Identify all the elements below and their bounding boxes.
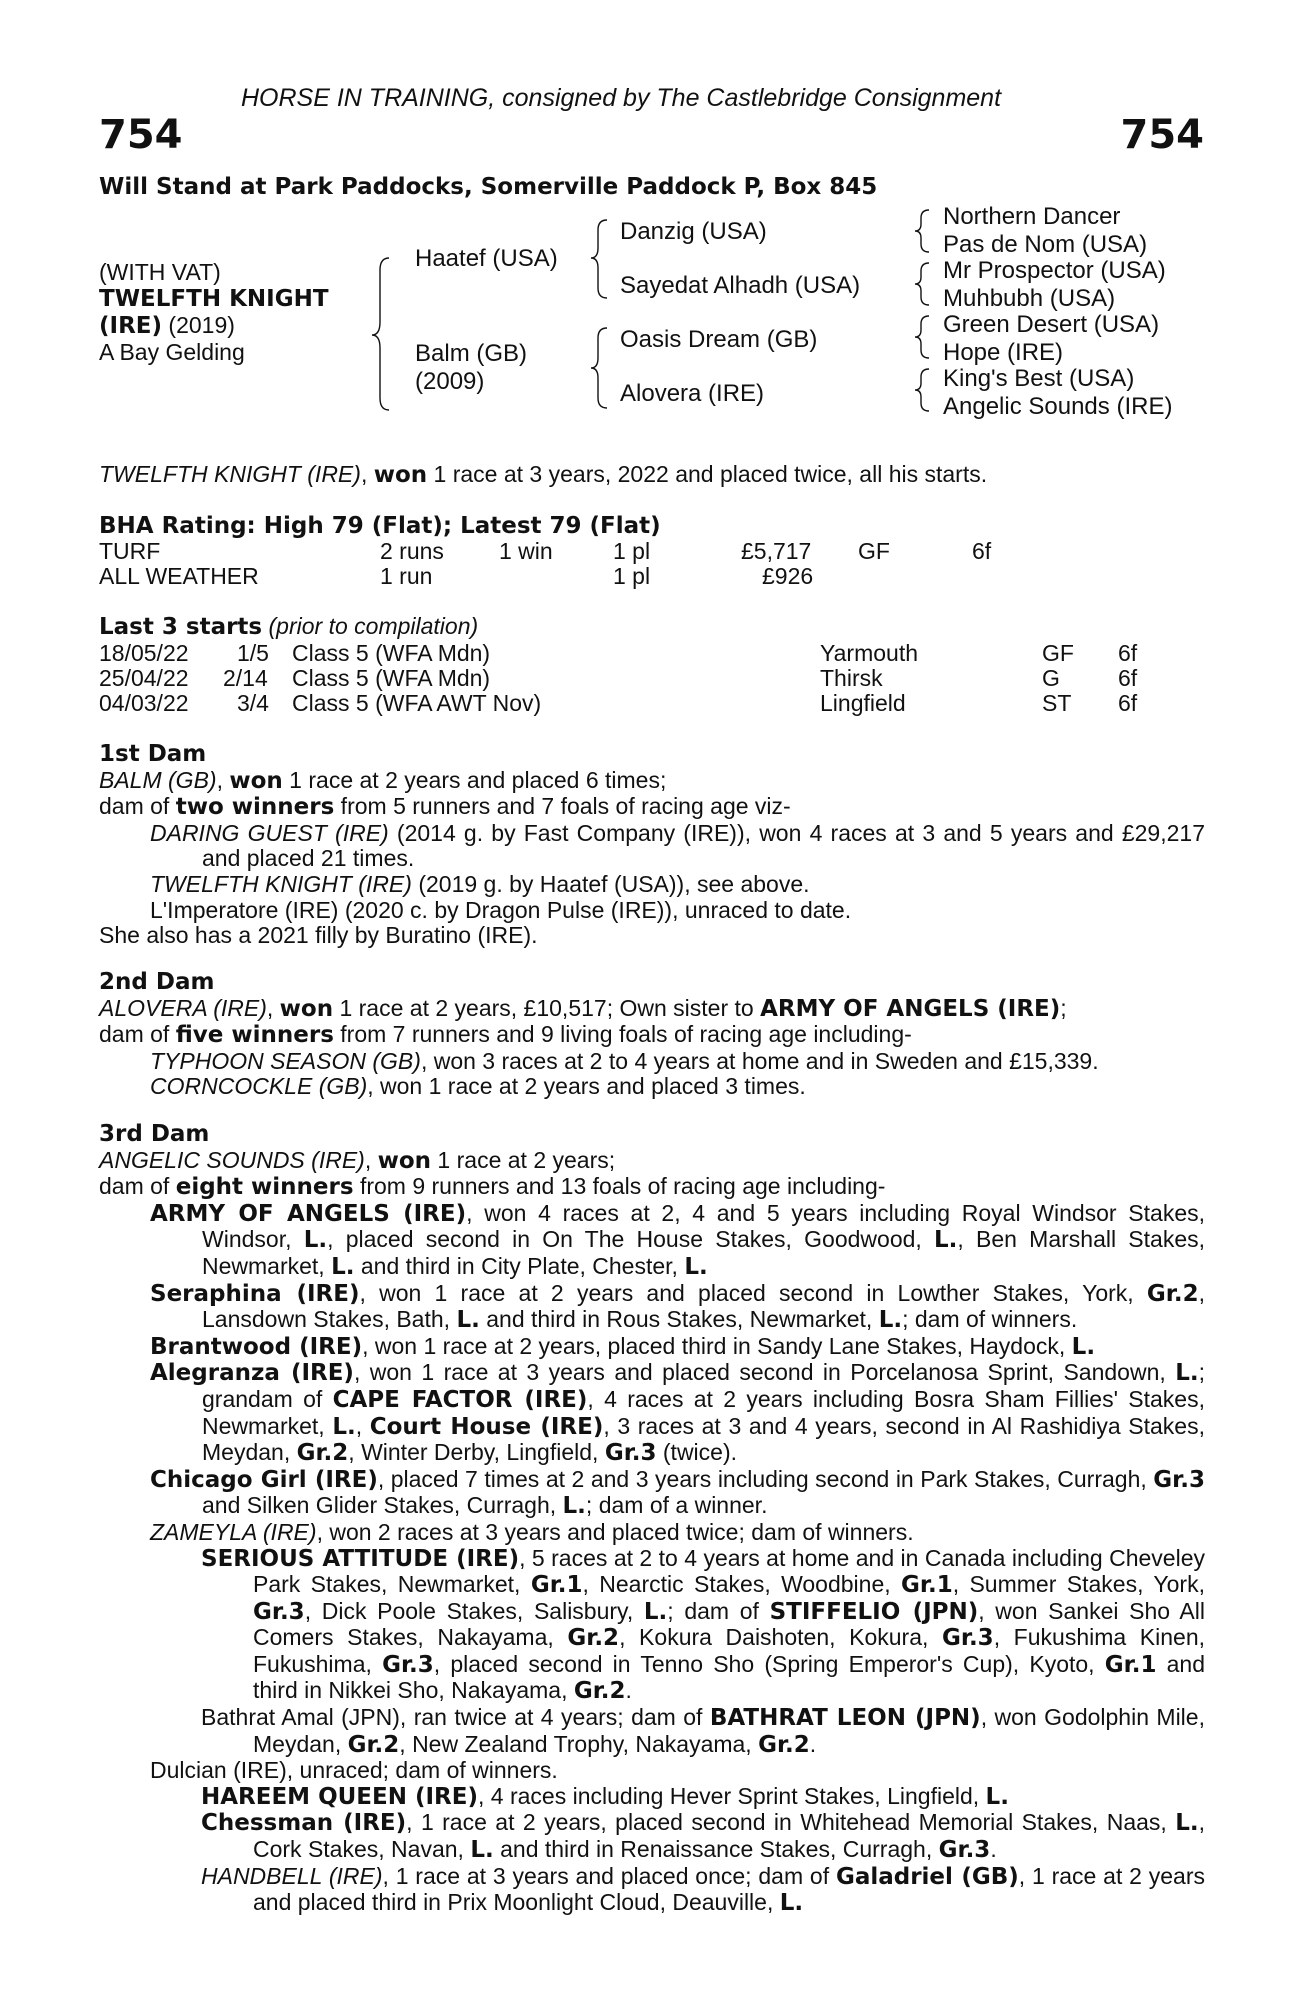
- listed-mark: L.: [331, 1253, 355, 1280]
- ds-sire: Green Desert (USA): [943, 311, 1160, 338]
- offspring-record: , won 1 race at 2 years and placed 3 times.: [367, 1073, 806, 1100]
- grandoffspring-name: CAPE FACTOR (IRE): [332, 1386, 588, 1413]
- stands-line: Will Stand at Park Paddocks, Somerville Paddock P, Box 845: [99, 174, 878, 200]
- group-mark: Gr.3: [942, 1625, 994, 1652]
- lot-number-left: 754: [99, 112, 183, 158]
- start-date: 18/05/22: [99, 640, 189, 666]
- offspring-name: TWELFTH KNIGHT (IRE): [150, 870, 412, 897]
- listed-mark: L.: [643, 1598, 668, 1625]
- dam-record: 1 race at 2 years;: [431, 1146, 616, 1173]
- offspring-alegranza: [150, 1360, 1205, 1466]
- grandoffspring-name: BATHRAT LEON (JPN): [709, 1705, 981, 1732]
- foals-line: from 5 runners and 7 foals of racing age viz-: [334, 793, 791, 820]
- record-text: Bathrat Amal (JPN), ran twice at 4 years; dam of: [201, 1704, 710, 1731]
- record-text: , 1 race at 3 years and placed once; dam of: [382, 1862, 836, 1889]
- start-distance: 6f: [1118, 690, 1138, 716]
- group-mark: Gr.2: [1146, 1280, 1199, 1307]
- grandoffspring-bathrat-amal: [201, 1705, 1205, 1758]
- grandoffspring-name: STIFFELIO (JPN): [769, 1598, 979, 1625]
- group-mark: Gr.3: [382, 1651, 434, 1678]
- dam-note: She also has a 2021 filly by Buratino (IRE).: [99, 922, 538, 949]
- places: 1 pl: [613, 563, 651, 589]
- record-text: ; dam of: [667, 1597, 770, 1624]
- record-text: , Winter Derby, Lingfield,: [348, 1439, 605, 1466]
- record-text: , 1 race at 2 years and placed third in Prix Moonlight Cloud, Deauville,: [253, 1862, 1205, 1916]
- dam-of: dam of: [99, 1173, 176, 1200]
- summary-rest: 1 race at 3 years, 2022 and placed twice, all his starts.: [427, 461, 988, 487]
- grandoffspring-name: Chessman (IRE): [201, 1810, 407, 1837]
- ss-dam: Pas de Nom (USA): [943, 231, 1148, 258]
- surface: TURF: [99, 538, 161, 564]
- start-position: 2/14: [223, 665, 268, 691]
- dd-dam: Angelic Sounds (IRE): [943, 393, 1173, 420]
- won-word: won: [229, 767, 283, 794]
- grandoffspring-name: Court House (IRE): [369, 1413, 604, 1440]
- start-position: 1/5: [237, 640, 269, 666]
- last-starts-note: (prior to compilation): [262, 613, 479, 639]
- winners-count: five winners: [175, 1022, 334, 1049]
- record-text: , Dick Poole Stakes, Salisbury,: [304, 1597, 644, 1624]
- horse-name: TWELFTH KNIGHT: [99, 286, 329, 312]
- record-text: , Kokura Daishoten, Kokura,: [619, 1624, 942, 1651]
- offspring-entry: [150, 872, 1205, 898]
- record-text: , placed 7 times at 2 and 3 years including second in Park Stakes, Curragh,: [377, 1465, 1154, 1492]
- surface: ALL WEATHER: [99, 563, 259, 589]
- won-word: won: [279, 995, 334, 1022]
- record-text: (twice).: [656, 1439, 737, 1466]
- winners-count: two winners: [175, 794, 335, 821]
- record-text: .: [990, 1836, 997, 1863]
- runs: 2 runs: [380, 538, 444, 564]
- record-text: ; dam of winners.: [902, 1306, 1078, 1333]
- start-position: 3/4: [237, 690, 269, 716]
- distance: 6f: [972, 538, 992, 564]
- sd-sire: Mr Prospector (USA): [943, 257, 1166, 284]
- section-title: 2nd Dam: [99, 969, 215, 995]
- places: 1 pl: [613, 538, 651, 564]
- group-mark: Gr.2: [758, 1731, 810, 1758]
- dam-year: (2009): [415, 368, 485, 395]
- start-course: Yarmouth: [820, 640, 919, 666]
- record-text: and third in City Plate, Chester,: [354, 1252, 685, 1279]
- last-starts-title: Last 3 starts: [99, 614, 263, 640]
- start-race: Class 5 (WFA AWT Nov): [292, 690, 542, 716]
- record-text: , won 1 race at 2 years, placed third in Sandy Lane Stakes, Haydock,: [362, 1332, 1072, 1359]
- record-text: , New Zealand Trophy, Nakayama,: [399, 1730, 759, 1757]
- horse-description: A Bay Gelding: [99, 339, 245, 365]
- start-course: Thirsk: [820, 665, 883, 691]
- listed-mark: L.: [779, 1890, 804, 1917]
- prize: £926: [762, 563, 814, 589]
- dd-sire: King's Best (USA): [943, 365, 1135, 392]
- offspring-record: (2014 g. by Fast Company (IRE)), won 4 races at 3 and 5 years and £29,217 and placed 21 times.: [202, 819, 1205, 872]
- record-text: ; grandam of: [202, 1359, 1205, 1412]
- sire: Haatef (USA): [415, 245, 558, 272]
- group-mark: Gr.3: [604, 1440, 657, 1467]
- ss-sire: Northern Dancer: [943, 203, 1121, 230]
- group-mark: Gr.2: [567, 1625, 620, 1652]
- start-date: 04/03/22: [99, 690, 189, 716]
- consignment-line: HORSE IN TRAINING, consigned by The Castlebridge Consignment: [241, 84, 1002, 112]
- listed-mark: L.: [470, 1837, 494, 1864]
- grandoffspring-name: SERIOUS ATTITUDE (IRE): [201, 1545, 520, 1572]
- record-text: , placed second in On The House Stakes, Goodwood,: [327, 1226, 935, 1253]
- record-text: and third in Rous Stakes, Newmarket,: [479, 1306, 879, 1333]
- record-text: , won Sankei Sho All Comers Stakes, Nakayama,: [253, 1597, 1205, 1651]
- record-text: .: [809, 1730, 817, 1757]
- start-distance: 6f: [1118, 640, 1138, 666]
- listed-mark: L.: [934, 1227, 958, 1254]
- grandoffspring-name: HAREEM QUEEN (IRE): [201, 1783, 478, 1810]
- record-text: , Lansdown Stakes, Bath,: [202, 1279, 1205, 1333]
- listed-mark: L.: [1175, 1360, 1199, 1387]
- record-text: , won 1 race at 3 years and placed second in Porcelanosa Sprint, Sandown,: [353, 1359, 1176, 1386]
- race-summary: TWELFTH KNIGHT (IRE), won 1 race at 3 years, 2022 and placed twice, all his starts.: [99, 461, 988, 488]
- record-text: and third in Nikkei Sho, Nakayama,: [253, 1650, 1206, 1704]
- offspring-army-of-angels: [150, 1201, 1205, 1281]
- offspring-name: Brantwood (IRE): [150, 1333, 363, 1360]
- ds-dam: Hope (IRE): [943, 339, 1064, 366]
- group-mark: Gr.3: [1153, 1466, 1205, 1493]
- record-text: ; dam of a winner.: [585, 1492, 768, 1519]
- record-text: , won 2 races at 3 years and placed twice; dam of winners.: [316, 1518, 914, 1545]
- sire-sire: Danzig (USA): [620, 218, 767, 245]
- listed-mark: L.: [1175, 1810, 1199, 1837]
- offspring-record: , won 3 races at 2 to 4 years at home and in Sweden and £15,339.: [420, 1047, 1099, 1074]
- record-text: , won 4 races at 2, 4 and 5 years including Royal Windsor Stakes, Windsor,: [202, 1199, 1205, 1253]
- start-race: Class 5 (WFA Mdn): [292, 665, 491, 691]
- start-going: GF: [1042, 640, 1074, 666]
- offspring-seraphina: [150, 1281, 1205, 1334]
- great-grandoffspring-name: Galadriel (GB): [835, 1863, 1019, 1890]
- record-text: , won Godolphin Mile, Meydan,: [253, 1704, 1205, 1757]
- start-going: ST: [1042, 690, 1072, 716]
- offspring-name: Seraphina (IRE): [150, 1280, 360, 1307]
- offspring-name: ZAMEYLA (IRE): [150, 1518, 317, 1545]
- offspring-entry: [150, 1074, 1205, 1100]
- horse-year: (2019): [162, 312, 235, 338]
- start-race: Class 5 (WFA Mdn): [292, 640, 491, 666]
- record-text: , Nearctic Stakes, Woodbine,: [582, 1571, 902, 1598]
- start-distance: 6f: [1118, 665, 1138, 691]
- offspring-zameyla: [150, 1520, 1205, 1546]
- listed-mark: L.: [985, 1783, 1009, 1810]
- record-text: , Summer Stakes, York,: [952, 1571, 1205, 1598]
- offspring-name: Chicago Girl (IRE): [150, 1466, 378, 1493]
- second-dam-section: 2nd Dam ALOVERA (IRE), won 1 race at 2 years, £10,517; Own sister to ARMY OF ANGELS (IRE); dam of five winners from 7 runners and 9 living foals of racing age including- TYPHOON SEASON (GB), won 3 races at 2 to 4 years at home and in Sweden and £15,339. CORNCOCKLE (GB), won 1 race at 2 years and placed 3 times.: [99, 970, 1205, 1100]
- sire-dam: Sayedat Alhadh (USA): [620, 272, 861, 299]
- horse-country: (IRE): [99, 313, 163, 339]
- offspring-entry: [150, 821, 1205, 872]
- group-mark: Gr.3: [253, 1598, 305, 1625]
- runs: 1 run: [380, 563, 433, 589]
- record-text: ,: [355, 1412, 370, 1439]
- dam-record: 1 race at 2 years, £10,517; Own sister to: [333, 994, 761, 1021]
- record-text: , placed second in Tenno Sho (Spring Emperor's Cup), Kyoto,: [433, 1650, 1105, 1677]
- dam: Balm (GB): [415, 340, 528, 367]
- offspring-chicago-girl: [150, 1467, 1205, 1520]
- foals-line: from 9 runners and 13 foals of racing age including-: [353, 1173, 886, 1200]
- record-text: and Silken Glider Stakes, Curragh,: [202, 1492, 563, 1519]
- offspring-name: CORNCOCKLE (GB): [150, 1073, 368, 1100]
- grandoffspring-chessman: [201, 1810, 1205, 1863]
- group-mark: Gr.2: [573, 1678, 626, 1705]
- third-dam-section: 3rd Dam ANGELIC SOUNDS (IRE), won 1 race at 2 years; dam of eight winners from 9 runners and 13 foals of racing age including- ARMY OF ANGELS (IRE), won 4 races at 2, 4 and 5 years including Royal Windsor Stakes, Windsor, L., placed second in On The House Stakes, Goodwood, L., Ben Marshall Stakes, Newmarket, L. and third in City Plate, Chester, L. Seraphina (IRE), won 1 race at 2 years and placed second in Lowther Stakes, York, Gr.2, Lansdown Stakes, Bath, L. and third in Rous Stakes, Newmarket, L.; dam of winners. Brantwood (IRE), won 1 race at 2 years, placed third in Sandy Lane Stakes, Haydock, L. Alegranza (IRE), won 1 race at 3 years and placed second in Porcelanosa Sprint, Sandown, L.; grandam of CAPE FACTOR (IRE), 4 races at 2 years including Bosra Sham Fillies' Stakes, Newmarket, L., Court House (IRE), 3 races at 3 and 4 years, second in Al Rashidiya Stakes, Meydan, Gr.2, Winter Derby, Lingfield, Gr.3 (twice). Chicago Girl (IRE), placed 7 times at 2 and 3 years including second in Park Stakes, Curragh, Gr.3 and Silken Glider Stakes, Curragh, L.; dam of a winner. ZAMEYLA (IRE), won 2 races at 3 years and placed twice; dam of winners. SERIOUS ATTITUDE (IRE), 5 races at 2 to 4 years at home and in Canada including Cheveley Park Stakes, Newmarket, Gr.1, Nearctic Stakes, Woodbine, Gr.1, Summer Stakes, York, Gr.3, Dick Poole Stakes, Salisbury, L.; dam of STIFFELIO (JPN), won Sankei Sho All Comers Stakes, Nakayama, Gr.2, Kokura Daishoten, Kokura, Gr.3, Fukushima Kinen, Fukushima, Gr.3, placed second in Tenno Sho (Spring Emperor's Cup), Kyoto, Gr.1 and third in Nikkei Sho, Nakayama, Gr.2. Bathrat Amal (JPN), ran twice at 4 years; dam of BATHRAT LEON (JPN), won Godolphin Mile, Meydan, Gr.2, New Zealand Trophy, Nakayama, Gr.2. Dulcian (IRE), unraced; dam of winners. HAREEM QUEEN (IRE), 4 races including Hever Sprint Stakes, Lingfield, L. Chessman (IRE), 1 race at 2 years, placed second in Whitehead Memorial Stakes, Naas, L., Cork Stakes, Navan, L. and third in Renaissance Stakes, Curragh, Gr.3. HANDBELL (IRE), 1 race at 3 years and placed once; dam of Galadriel (GB), 1 race at 2 years and placed third in Prix Moonlight Cloud, Deauville, L.: [99, 1121, 1206, 1917]
- record-text: , Cork Stakes, Navan,: [253, 1809, 1206, 1863]
- dam-of: dam of: [99, 1021, 176, 1048]
- record-text: and third in Renaissance Stakes, Curragh,: [493, 1836, 939, 1863]
- record-text: , Ben Marshall Stakes, Newmarket,: [202, 1226, 1205, 1279]
- punct: ;: [1060, 994, 1067, 1021]
- group-mark: Gr.1: [901, 1572, 953, 1599]
- grandoffspring-handbell: [201, 1864, 1205, 1917]
- record-text: , 1 race at 2 years, placed second in Whitehead Memorial Stakes, Naas,: [406, 1809, 1176, 1836]
- offspring-record: (2019 g. by Haatef (USA)), see above.: [411, 870, 810, 897]
- bha-rating: BHA Rating: High 79 (Flat); Latest 79 (Flat): [99, 513, 661, 539]
- prize: £5,717: [741, 538, 812, 564]
- start-going: G: [1042, 665, 1060, 691]
- dam-name: BALM (GB): [99, 766, 217, 793]
- grandoffspring-name: HANDBELL (IRE): [201, 1862, 383, 1889]
- listed-mark: L.: [878, 1307, 903, 1334]
- offspring-name: Alegranza (IRE): [150, 1360, 354, 1387]
- record-text: , 3 races at 3 and 4 years, second in Al Rashidiya Stakes, Meydan,: [202, 1412, 1205, 1466]
- going: GF: [858, 538, 890, 564]
- summary-horse: TWELFTH KNIGHT (IRE): [99, 461, 361, 487]
- record-text: .: [625, 1677, 632, 1704]
- record-text: , 5 races at 2 to 4 years at home and in Canada including Cheveley Park Stakes, Newmarket,: [253, 1544, 1205, 1598]
- grandoffspring-hareem-queen: [201, 1784, 1205, 1811]
- start-course: Lingfield: [820, 690, 906, 716]
- offspring-entry: [150, 1049, 1205, 1075]
- winners-count: eight winners: [175, 1174, 354, 1201]
- offspring-name: DARING GUEST (IRE): [150, 819, 389, 846]
- offspring-name: ARMY OF ANGELS (IRE): [150, 1200, 467, 1227]
- start-date: 25/04/22: [99, 665, 189, 691]
- group-mark: Gr.2: [296, 1440, 349, 1467]
- dam-record: 1 race at 2 years and placed 6 times;: [282, 766, 667, 793]
- foals-line: from 7 runners and 9 living foals of racing age including-: [333, 1021, 912, 1048]
- listed-mark: L.: [456, 1307, 480, 1334]
- lot-number-right: 754: [1120, 112, 1204, 158]
- sister-name: ARMY OF ANGELS (IRE): [760, 995, 1061, 1022]
- dam-name: ALOVERA (IRE): [99, 994, 267, 1021]
- sd-dam: Muhbubh (USA): [943, 285, 1116, 312]
- dam-name: ANGELIC SOUNDS (IRE): [99, 1146, 365, 1173]
- wins: 1 win: [499, 538, 553, 564]
- dam-dam: Alovera (IRE): [620, 380, 765, 407]
- listed-mark: L.: [303, 1227, 328, 1254]
- vat-label: (WITH VAT): [99, 259, 221, 285]
- section-title: 1st Dam: [99, 741, 207, 767]
- last-starts-heading: [99, 614, 478, 641]
- record-text: , 4 races at 2 years including Bosra Sham Fillies' Stakes, Newmarket,: [202, 1385, 1205, 1439]
- offspring-dulcian: Dulcian (IRE), unraced; dam of winners.: [150, 1757, 558, 1784]
- summary-won: won: [373, 462, 428, 488]
- listed-mark: L.: [684, 1253, 708, 1280]
- first-dam-section: 1st Dam BALM (GB), won 1 race at 2 years and placed 6 times; dam of two winners from 5 runners and 7 foals of racing age viz- DARING GUEST (IRE) (2014 g. by Fast Company (IRE)), won 4 races at 3 and 5 years and £29,217 and placed 21 times. TWELFTH KNIGHT (IRE) (2019 g. by Haatef (USA)), see above. L'Imperatore (IRE) (2020 c. by Dragon Pulse (IRE)), unraced to date. She also has a 2021 filly by Buratino (IRE).: [99, 741, 1205, 949]
- section-title: 3rd Dam: [99, 1121, 210, 1147]
- group-mark: Gr.1: [1104, 1651, 1157, 1678]
- record-text: , won 1 race at 2 years and placed second in Lowther Stakes, York,: [359, 1279, 1147, 1306]
- listed-mark: L.: [562, 1493, 586, 1520]
- offspring-name: TYPHOON SEASON (GB): [150, 1047, 421, 1074]
- group-mark: Gr.3: [938, 1837, 991, 1864]
- group-mark: Gr.2: [347, 1731, 400, 1758]
- listed-mark: L.: [1071, 1333, 1096, 1360]
- listed-mark: L.: [332, 1413, 356, 1440]
- grandoffspring-serious-attitude: [201, 1546, 1205, 1706]
- won-word: won: [377, 1147, 432, 1174]
- dam-of: dam of: [99, 793, 176, 820]
- offspring-entry: L'Imperatore (IRE) (2020 c. by Dragon Pulse (IRE)), unraced to date.: [150, 896, 852, 923]
- record-text: , 4 races including Hever Sprint Stakes, Lingfield,: [478, 1782, 986, 1809]
- offspring-brantwood: [150, 1334, 1205, 1361]
- dam-sire: Oasis Dream (GB): [620, 326, 818, 353]
- group-mark: Gr.1: [530, 1572, 583, 1599]
- record-text: , Fukushima Kinen, Fukushima,: [253, 1624, 1205, 1677]
